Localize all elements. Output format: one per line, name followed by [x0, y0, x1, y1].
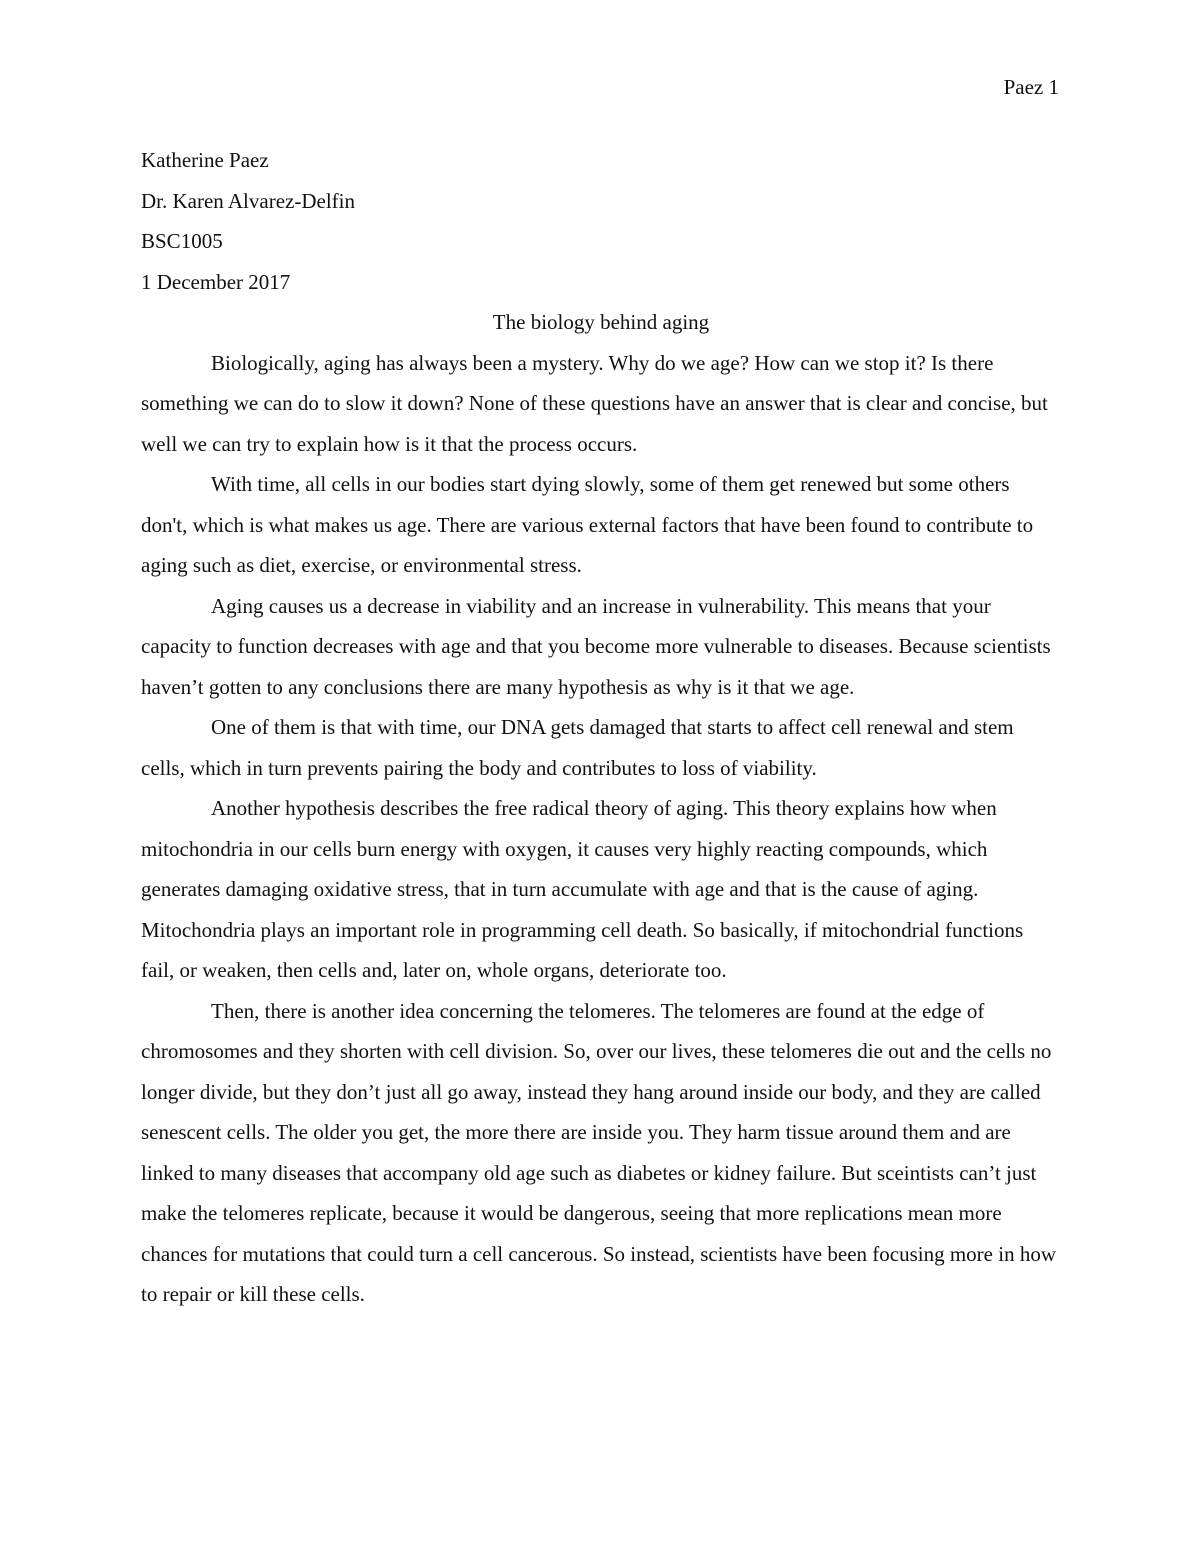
instructor-name: Dr. Karen Alvarez-Delfin — [141, 188, 355, 213]
paragraph: Biologically, aging has always been a mystery. Why do we age? How can we stop it? Is there something we can do to slow it down? None of these questions have an answer that is clear and concise, but well we can try to explain how is it that the process occurs. — [141, 350, 1048, 456]
paragraph: One of them is that with time, our DNA gets damaged that starts to affect cell renewal and stem cells, which in turn prevents pairing the body and contributes to loss of viability. — [141, 715, 1014, 780]
paragraph: Then, there is another idea concerning the telomeres. The telomeres are found at the edge of chromosomes and they shorten with cell division. So, over our lives, these telomeres die out and the cells no longer divide, but they don’t just all go away, instead they hang around inside our body, and they are called senescent cells. The older you get, the more there are inside you. They harm tissue around them and are linked to many diseases that accompany old age such as diabetes or kidney failure. But sceintists can’t just make the telomeres replicate, because it would be dangerous, seeing that more replications mean more chances for mutations that could turn a cell cancerous. So instead, scientists have been focusing more in how to repair or kill these cells. — [141, 998, 1056, 1306]
paragraph: With time, all cells in our bodies start dying slowly, some of them get renewed but some others don't, which is what makes us age. There are various external factors that have been found to contribute to aging such as diet, exercise, or environmental stress. — [141, 472, 1034, 577]
running-head: Paez 1 — [1003, 75, 1059, 99]
essay-body — [141, 140, 1061, 1315]
paragraph: Another hypothesis describes the free radical theory of aging. This theory explains how when mitochondria in our cells burn energy with oxygen, it causes very highly reacting compounds, which generates damaging oxidative stress, that in turn accumulate with age and that is the cause of aging. Mitochondria plays an important role in programming cell death. So basically, if mitochondrial functions fail, or weaken, then cells and, later on, whole organs, deteriorate too. — [141, 796, 1024, 982]
author-name: Katherine Paez — [141, 148, 269, 172]
essay-date: 1 December 2017 — [141, 269, 291, 294]
course-code: BSC1005 — [141, 229, 223, 253]
paragraph: Aging causes us a decrease in viability and an increase in vulnerability. This means that your capacity to function decreases with age and that you become more vulnerable to diseases. Because scientists haven’t gotten to any conclusions there are many hypothesis as why is it that we age. — [141, 593, 1051, 699]
essay-title: The biology behind aging — [492, 310, 710, 334]
